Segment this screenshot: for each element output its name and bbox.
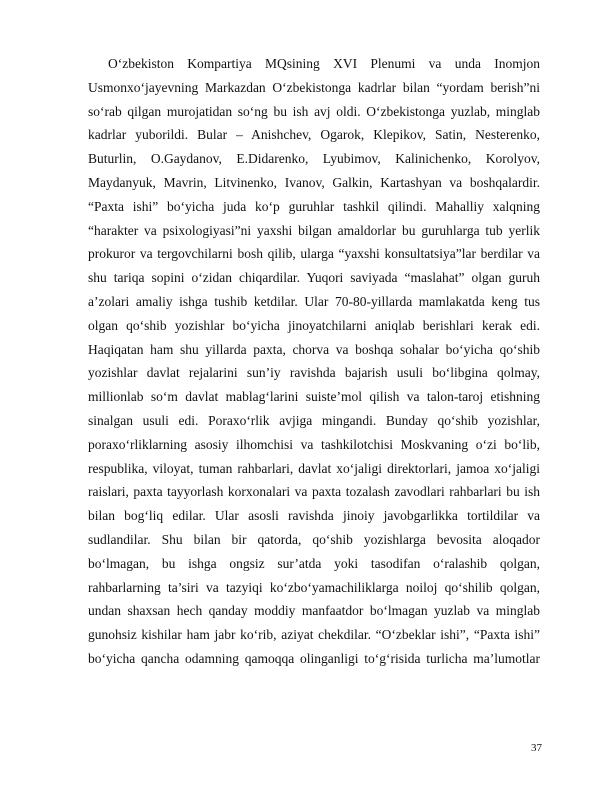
text-line: Haqiqatan ham shu yillarda paxta, chorva va boshqa sohalar bo‘yicha qo‘shib	[88, 341, 540, 357]
text-line: gunohsiz kishilar ham jabr ko‘rib, aziyat chekdilar. “O‘zbeklar ishi”, “Paxta ishi”	[88, 627, 540, 643]
text-line: O‘zbekiston Kompartiya MQsining XVI Plenumi va unda Inomjon	[108, 56, 540, 71]
text-line: yozishlar davlat rejalarini sun’iy ravishda bajarish usuli bo‘libgina qolmay,	[88, 365, 540, 381]
text-line: Maydanyuk, Mavrin, Litvinenko, Ivanov, Galkin, Kartashyan va boshqalardir.	[88, 174, 540, 190]
text-line: respublika, viloyat, tuman rahbarlari, davlat xo‘jaligi direktorlari, jamoa xo‘jaligi	[88, 460, 540, 476]
text-line: kadrlar yuborildi. Bular – Anishchev, Ogarok, Klepikov, Satin, Nesterenko,	[88, 127, 540, 143]
text-line: millionlab so‘m davlat mablag‘larini suiste’mol qilish va talon-taroj etishning	[88, 389, 540, 405]
text-line: bo‘yicha qancha odamning qamoqqa olinganligi to‘g‘risida turlicha ma’lumotlar	[88, 650, 540, 666]
text-line: sudlandilar. Shu bilan bir qatorda, qo‘shib yozishlarga bevosita aloqador	[88, 531, 540, 547]
text-line: Buturlin, O.Gaydanov, E.Didarenko, Lyubimov, Kalinichenko, Korolyov,	[88, 151, 540, 167]
text-line: “Paxta ishi” bo‘yicha juda ko‘p guruhlar tashkil qilindi. Mahalliy xalqning	[88, 198, 540, 214]
text-line: a’zolari amaliy ishga tushib ketdilar. Ular 70-80-yillarda mamlakatda keng tus	[88, 293, 540, 309]
text-line: so‘rab qilgan murojatidan so‘ng bu ish avj oldi. O‘zbekistonga yuzlab, minglab	[88, 103, 540, 119]
page-number: 37	[531, 742, 542, 754]
text-line: prokuror va tergovchilarni bosh qilib, ularga “yaxshi konsultatsiya”lar berdilar va	[88, 246, 540, 262]
text-line: rahbarlarning ta’siri va tazyiqi ko‘zbo‘yamachiliklarga noiloj qo‘shilib qolgan,	[88, 579, 540, 595]
text-line: poraxo‘rliklarning asosiy ilhomchisi va tashkilotchisi Moskvaning o‘zi bo‘lib,	[88, 436, 540, 452]
text-line: shu tariqa sopini o‘zidan chiqardilar. Yuqori saviyada “maslahat” olgan guruh	[88, 270, 540, 286]
text-line: Usmonxo‘jayevning Markazdan O‘zbekistonga kadrlar bilan “yordam berish”ni	[88, 79, 540, 95]
text-line: raislari, paxta tayyorlash korxonalari va paxta tozalash zavodlari rahbarlari bu ish	[88, 484, 540, 500]
text-line: sinalgan usuli edi. Poraxo‘rlik avjiga mingandi. Bunday qo‘shib yozishlar,	[88, 412, 540, 428]
text-line: bo‘lmagan, bu ishga ongsiz sur’atda yoki tasodifan o‘ralashib qolgan,	[88, 555, 540, 571]
text-line: “harakter va psixologiyasi”ni yaxshi bilgan amaldorlar bu guruhlarga tub yerlik	[88, 222, 540, 238]
body-text	[88, 52, 540, 671]
text-line: olgan qo‘shib yozishlar bo‘yicha jinoyatchilarni aniqlab berishlari kerak edi.	[88, 317, 540, 333]
text-line: undan shaxsan hech qanday moddiy manfaatdor bo‘lmagan yuzlab va minglab	[88, 603, 540, 619]
text-line: bilan bog‘liq edilar. Ular asosli ravishda jinoiy javobgarlikka tortildilar va	[88, 508, 540, 524]
